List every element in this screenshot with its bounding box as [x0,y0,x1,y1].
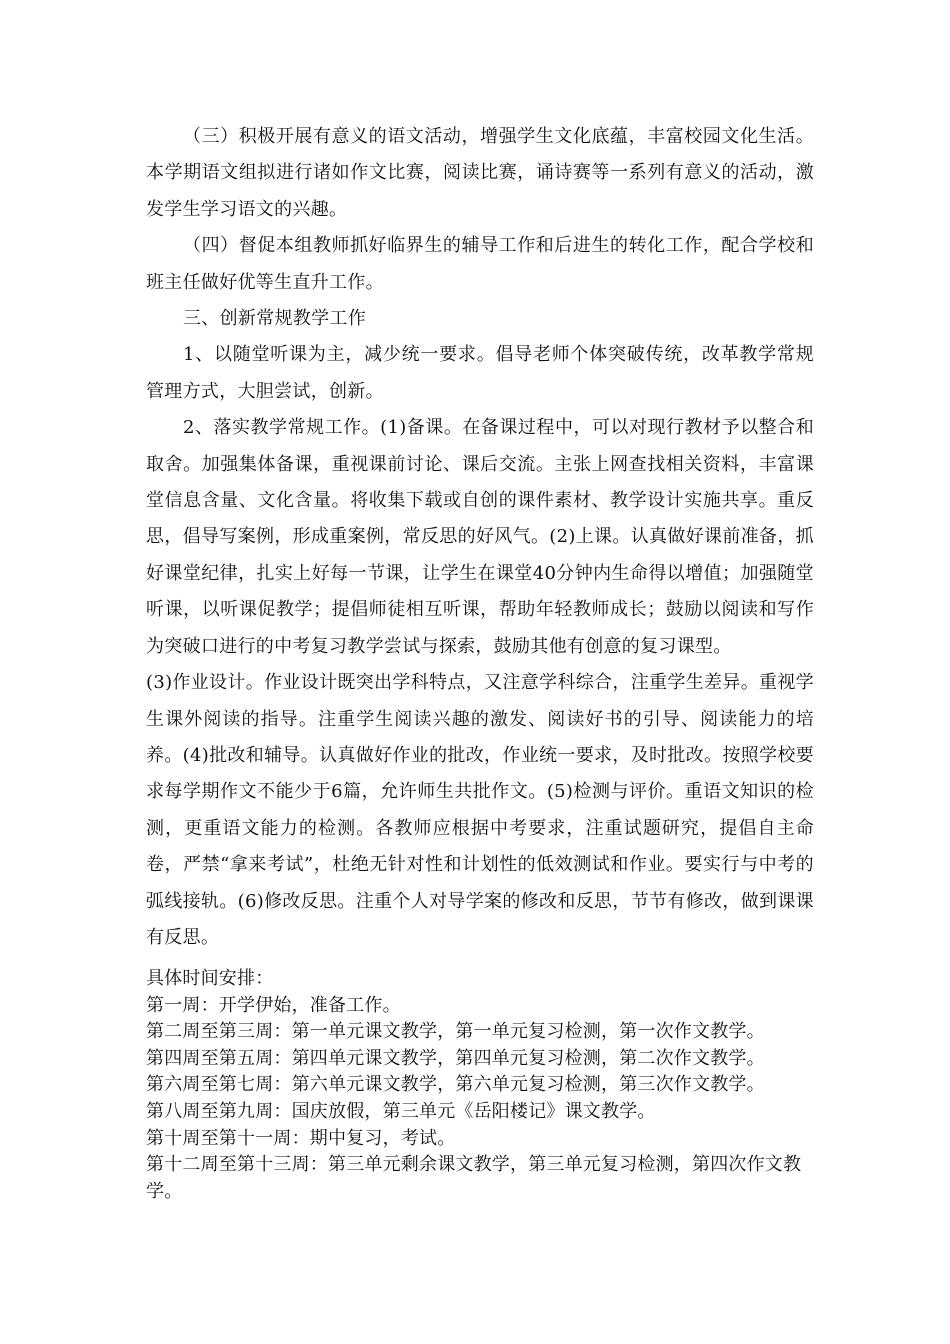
schedule-item: 第十周至第十一周：期中复习，考试。 [146,1127,456,1149]
schedule-item: 第六周至第七周：第六单元课文教学，第六单元复习检测，第三次作文教学。 [146,1074,765,1096]
schedule-item: 第四周至第五周：第四单元课文教学，第四单元复习检测，第二次作文教学。 [146,1047,765,1069]
schedule-heading: 具体时间安排： [146,968,274,989]
schedule-item: 第一周：开学伊始，准备工作。 [146,994,401,1016]
paragraph-tutoring: （四）督促本组教师抓好临界生的辅导工作和后进生的转化工作，配合学校和班主任做好优等生直升工作。 [146,235,814,293]
section-heading-innovation: 三、创新常规教学工作 [183,308,366,330]
paragraph-homework: (3)作业设计。作业设计既突出学科特点，又注意学科综合，注重学生差异。重视学生课外阅读的指导。注重学生阅读兴趣的激发、阅读好书的引导、阅读能力的培养。(4)批改和辅导。认真做好作业的批改，作业统一要求，及时批改。按照学校要求每学期作文不能少于6篇，允许师生共批作文。(5)检测与评价。重语文知识的检测，更重语文能力的检测。各教师应根据中考要求，注重试题研究，提倡自主命卷，严禁“拿来考试”，杜绝无针对性和计划性的低效测试和作业。要实行与中考的弧线接轨。(6)修改反思。注重个人对导学案的修改和反思，节节有修改，做到课课有反思。 [146,672,814,948]
schedule-item: 第十二周至第十三周：第三单元剩余课文教学，第三单元复习检测，第四次作文教学。 [146,1154,802,1202]
paragraph-item-2: 2、落实教学常规工作。(1)备课。在备课过程中，可以对现行教材予以整合和取舍。加强集体备课，重视课前讨论、课后交流。主张上网查找相关资料，丰富课堂信息含量、文化含量。将收集下载或自创的课件素材、教学设计实施共享。重反思，倡导写案例，形成重案例，常反思的好风气。(2)上课。认真做好课前准备，抓好课堂纪律，扎实上好每一节课，让学生在课堂40分钟内生命得以增值；加强随堂听课，以听课促教学；提倡师徒相互听课，帮助年轻教师成长；鼓励以阅读和写作为突破口进行的中考复习教学尝试与探索，鼓励其他有创意的复习课型。 [146,417,814,657]
schedule-item: 第八周至第九周：国庆放假，第三单元《岳阳楼记》课文教学。 [146,1100,656,1122]
body-text [146,119,814,956]
schedule-item: 第二周至第三周：第一单元课文教学，第一单元复习检测，第一次作文教学。 [146,1021,765,1043]
paragraph-item-1: 1、以随堂听课为主，减少统一要求。倡导老师个体突破传统，改革教学常规管理方式，大胆尝试，创新。 [146,344,814,402]
paragraph-activities: （三）积极开展有意义的语文活动，增强学生文化底蕴，丰富校园文化生活。本学期语文组拟进行诸如作文比赛，阅读比赛，诵诗赛等一系列有意义的活动，激发学生学习语文的兴趣。 [146,126,814,220]
schedule-list [146,966,814,1205]
